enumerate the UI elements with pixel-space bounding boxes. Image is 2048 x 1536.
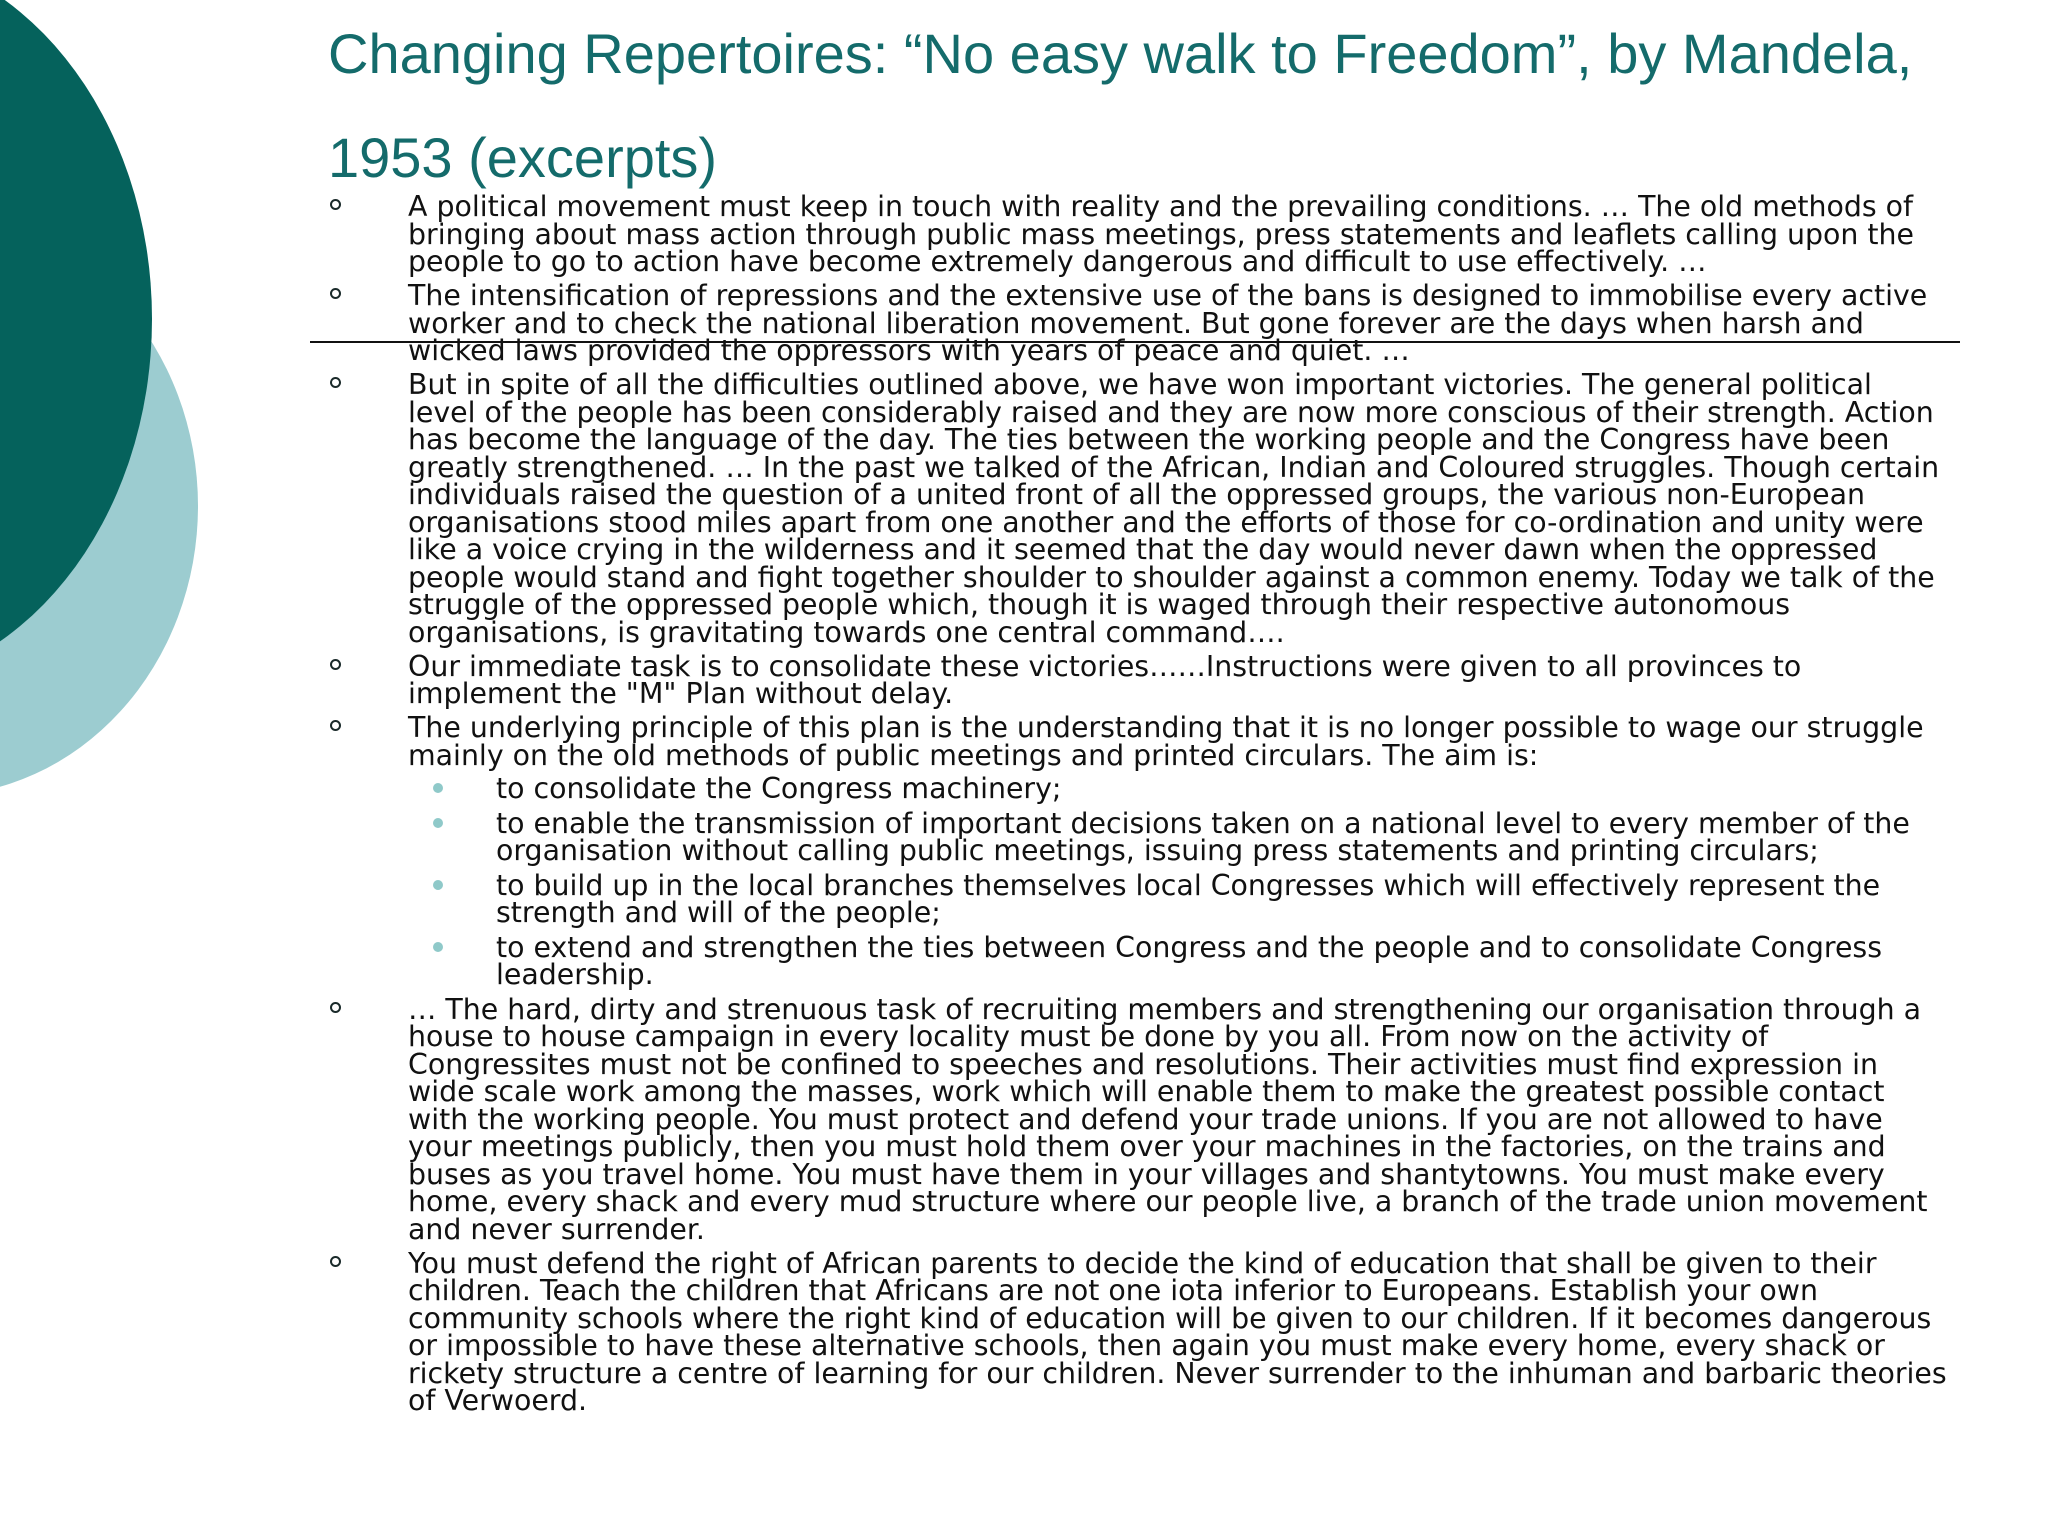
- list-item: [328, 711, 1948, 991]
- list-item-text: Our immediate task is to consolidate these victories……Instructions were given to all provinces to implement the "M" Plan without delay.: [408, 649, 1802, 710]
- hollow-circle-bullet-icon: [330, 1002, 341, 1013]
- list-item-text: You must defend the right of African parents to decide the kind of education that shall be given to their children. Teach the children that Africans are not one iota inferior to Europeans. Establish your own community schools where the right kind of education will be given to our children. If it becomes dangerous or impossible to have these alternative schools, then again you must make every home, every shack or rickety structure a centre of learning for our children. Never surrender to the inhuman and barbaric theories of Verwoerd.: [408, 1246, 1947, 1417]
- filled-dot-bullet-icon: [433, 818, 443, 828]
- list-item-text: The underlying principle of this plan is the understanding that it is no longer possible to wage our struggle mainly on the old methods of public meetings and printed circulars. The aim is:: [408, 711, 1924, 772]
- hollow-circle-bullet-icon: [330, 288, 341, 299]
- list-item: [328, 279, 1948, 367]
- hollow-circle-bullet-icon: [330, 1256, 341, 1267]
- list-item: [328, 190, 1948, 278]
- sub-list-item-text: to enable the transmission of important decisions taken on a national level to every member of the organisation without calling public meetings, issuing press statements and printing circulars;: [496, 806, 1910, 867]
- list-item: [328, 1246, 1948, 1417]
- list-item-text: A political movement must keep in touch with reality and the prevailing conditions. … The old methods of bringing about mass action through public mass meetings, press statements and leaflets calling upon the people to go to action have become extremely dangerous and difficult to use effectively. …: [408, 190, 1915, 278]
- slide-body: [328, 190, 1948, 1421]
- hollow-circle-bullet-icon: [330, 199, 341, 210]
- list-item: [328, 368, 1948, 649]
- list-item: [328, 992, 1948, 1246]
- sub-list-item: [328, 868, 1948, 929]
- sub-list-item: [328, 930, 1948, 991]
- list-item-text: But in spite of all the difficulties outlined above, we have won important victories. The general political level of the people has been considerably raised and they are now more conscious of their strength. Action has become the language of the day. The ties between the working people and the Congress have been greatly strengthened. … In the past we talked of the African, Indian and Coloured struggles. Though certain individuals raised the question of a united front of all the oppressed groups, the various non-European organisations stood miles apart from one another and the efforts of those for co-ordination and unity were like a voice crying in the wilderness and it seemed that the day would never dawn when the oppressed people would stand and fight together shoulder to shoulder against a common enemy. Today we talk of the struggle of the oppressed people which, though it is waged through their respective autonomous organisations, is gravitating towards one central command….: [408, 368, 1940, 649]
- hollow-circle-bullet-icon: [330, 659, 341, 670]
- list-item-text: The intensification of repressions and the extensive use of the bans is designed to immobilise every active worker and to check the national liberation movement. But gone forever are the days when harsh and wicked laws provided the oppressors with years of peace and quiet. …: [408, 279, 1928, 367]
- hollow-circle-bullet-icon: [330, 377, 341, 388]
- list-item-text: … The hard, dirty and strenuous task of recruiting members and strengthening our organisation through a house to house campaign in every locality must be done by you all. From now on the activity of Congressites must not be confined to speeches and resolutions. Their activities must find expression in wide scale work among the masses, work which will enable them to make the greatest possible contact with the working people. You must protect and defend your trade unions. If you are not allowed to have your meetings publicly, then you must hold them over your machines in the factories, on the trains and buses as you travel home. You must have them in your villages and shantytowns. You must make every home, every shack and every mud structure where our people live, a branch of the trade union movement and never surrender.: [408, 992, 1928, 1246]
- sub-list: [328, 772, 1948, 991]
- sub-list-item: [328, 806, 1948, 867]
- sub-list-item: [328, 772, 1948, 805]
- filled-dot-bullet-icon: [433, 942, 443, 952]
- horizontal-rule: [310, 341, 1960, 343]
- sub-list-item-text: to build up in the local branches themselves local Congresses which will effectively represent the strength and will of the people;: [496, 868, 1881, 929]
- sub-list-item-text: to consolidate the Congress machinery;: [496, 772, 1062, 805]
- filled-dot-bullet-icon: [433, 783, 443, 793]
- slide-title: Changing Repertoires: “No easy walk to Freedom”, by Mandela, 1953 (excerpts): [328, 22, 1913, 189]
- filled-dot-bullet-icon: [433, 880, 443, 890]
- hollow-circle-bullet-icon: [330, 720, 341, 731]
- sub-list-item-text: to extend and strengthen the ties between Congress and the people and to consolidate Congress leadership.: [496, 930, 1883, 991]
- list-item: [328, 649, 1948, 710]
